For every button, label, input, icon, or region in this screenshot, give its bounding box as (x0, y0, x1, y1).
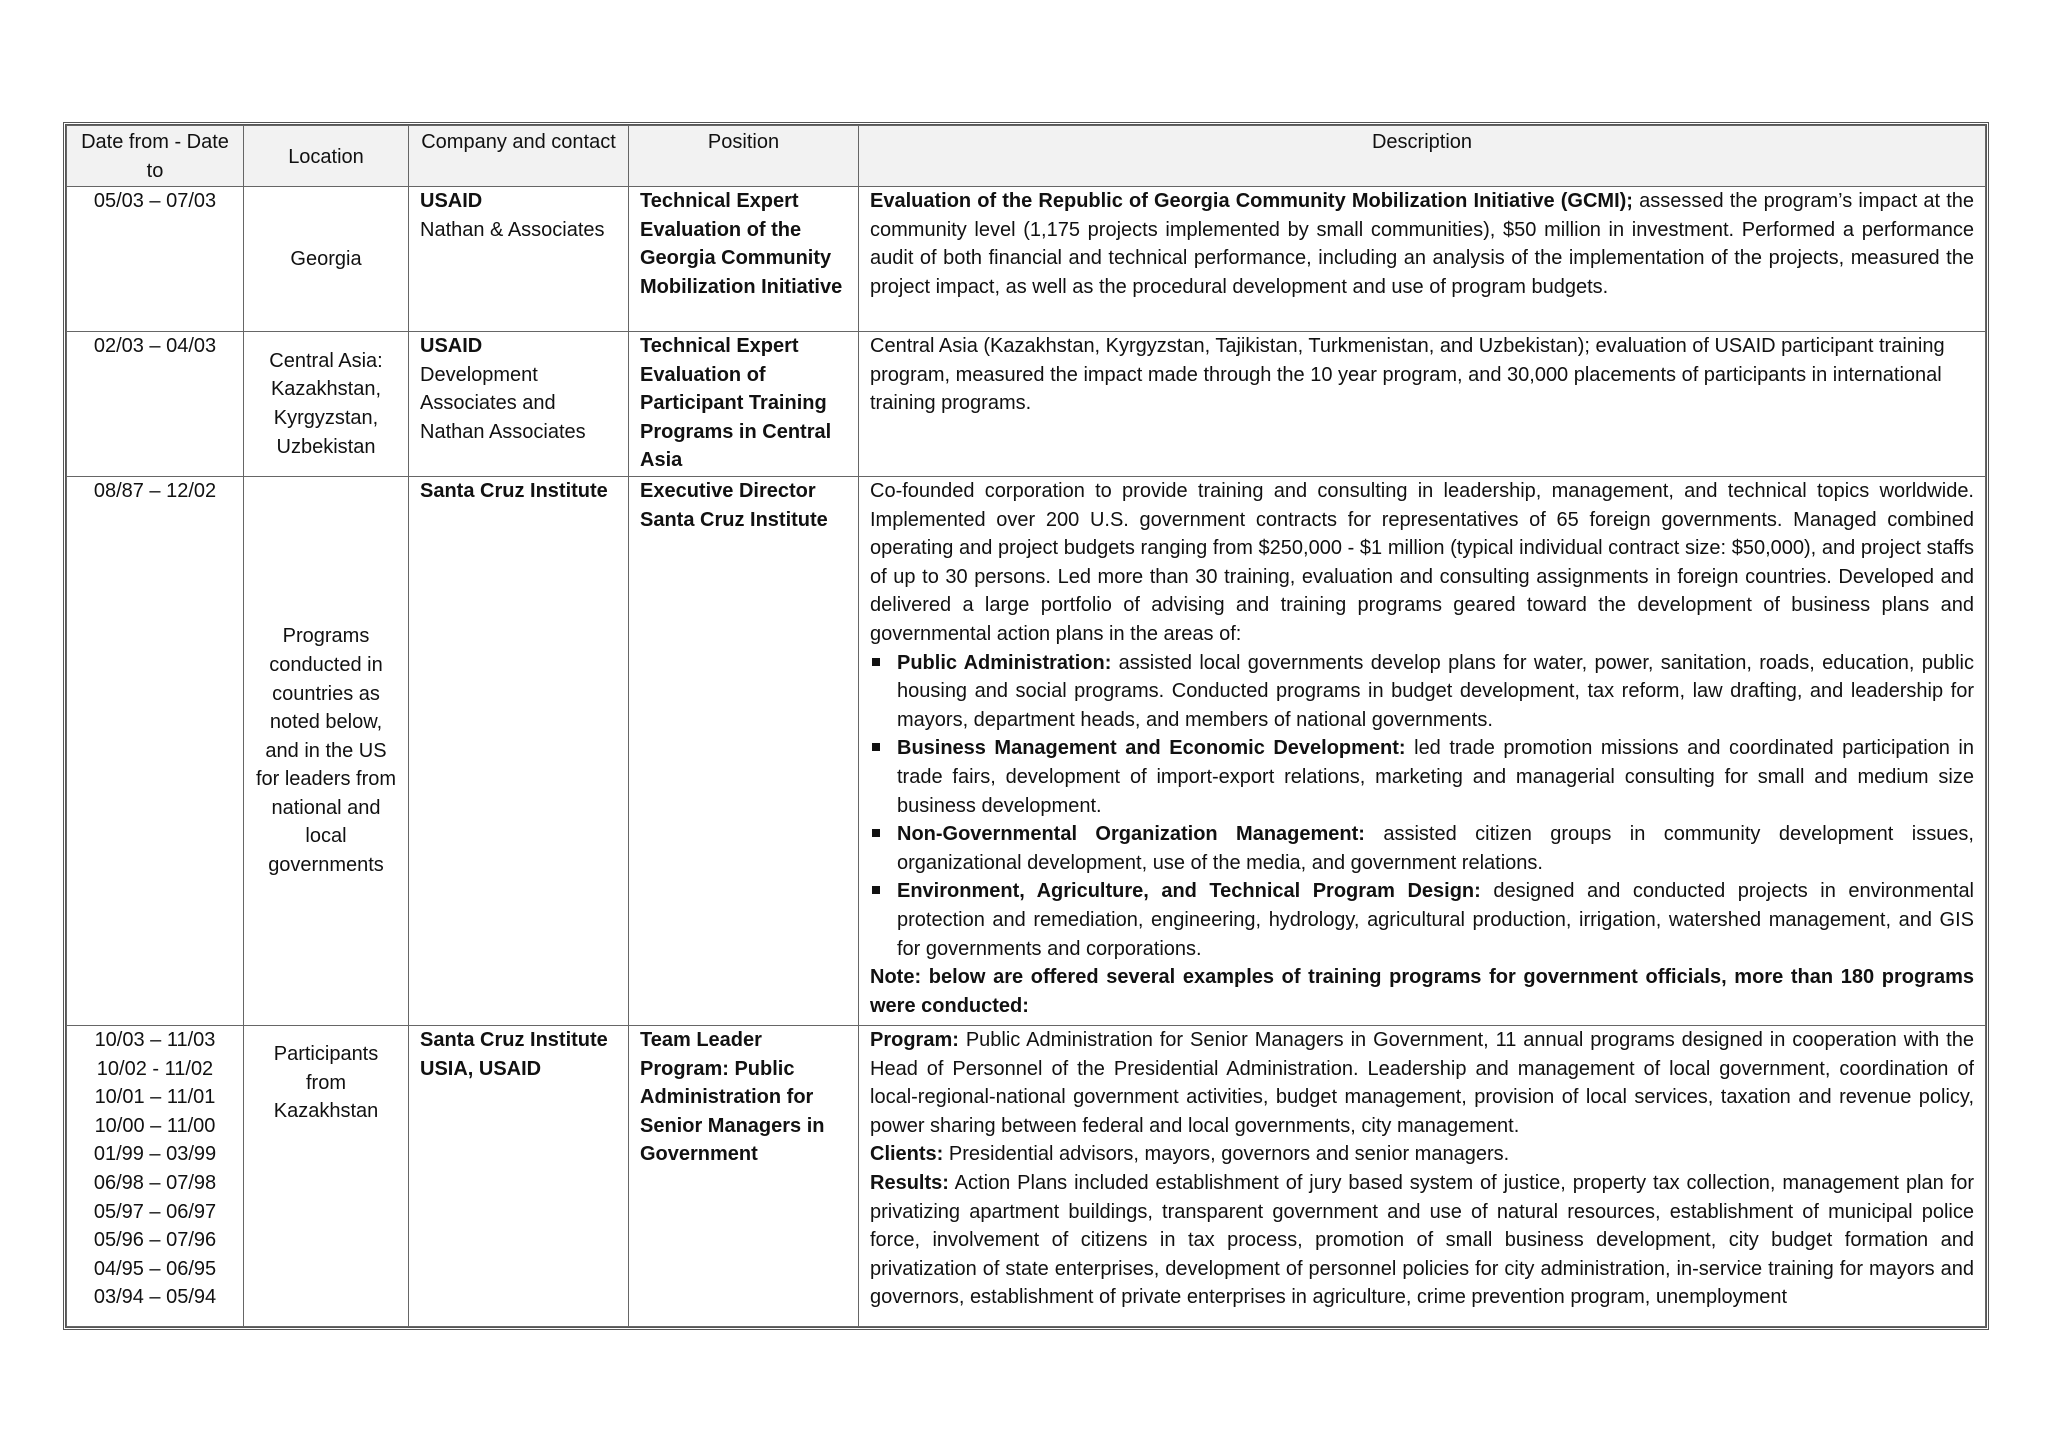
desc-note: Note: below are offered several examples of training programs for government officials, more than 180 programs were conducted: (870, 966, 1974, 1017)
header-position: Position (629, 126, 859, 187)
desc-bold: Evaluation of the Republic of Georgia Community Mobilization Initiative (GCMI); (870, 190, 1633, 212)
bullet-label: Business Management and Economic Development: (897, 737, 1406, 760)
company-contact: Nathan & Associates (420, 218, 605, 241)
experience-table-frame (63, 122, 1989, 1330)
company-contact: Development Associates and Nathan Associates (420, 363, 586, 443)
table-row (67, 187, 1986, 332)
date-range: 10/01 – 11/01 (94, 1086, 216, 1109)
bullet-square-icon (872, 743, 880, 751)
bullet-text: assisted citizen groups in community development issues, organizational development, use of the media, and government relations. (897, 823, 1974, 874)
date-range: 10/00 – 11/00 (94, 1114, 216, 1137)
company-name: USAID (420, 190, 483, 212)
clients-label: Clients: (870, 1143, 944, 1166)
row-date: 08/87 – 12/02 (67, 477, 244, 1026)
row-location: Participants from Kazakhstan (244, 1026, 409, 1327)
row-description (859, 1026, 1986, 1327)
header-description: Description (859, 126, 1986, 187)
row-company: Santa Cruz Institute (409, 477, 629, 1026)
list-item (897, 877, 1974, 963)
bullet-label: Environment, Agriculture, and Technical Program Design: (897, 880, 1481, 903)
row-position: Executive Director Santa Cruz Institute (629, 477, 859, 1026)
bullet-square-icon (872, 829, 880, 837)
row-position: Technical Expert Evaluation of the Georgia Community Mobilization Initiative (629, 187, 859, 332)
table-header-row (67, 126, 1986, 187)
desc-text: assessed the program’s impact at the community level (1,175 projects implemented by small communities), $50 million in investment. Performed a performance audit of both financial and technical performance, including an analysis of the implementation of the projects, measured the project impact, as well as the procedural development and use of program budgets. (870, 190, 1974, 298)
results-label: Results: (870, 1171, 949, 1194)
date-range: 03/94 – 05/94 (93, 1286, 217, 1309)
header-date: Date from - Date to (67, 126, 244, 187)
date-range: 04/95 – 06/95 (93, 1257, 217, 1280)
bullet-square-icon (872, 886, 880, 894)
list-item (897, 734, 1974, 820)
header-company: Company and contact (409, 126, 629, 187)
date-range: 05/96 – 07/96 (93, 1229, 217, 1252)
row-position: Team Leader Program: Public Administration for Senior Managers in Government (629, 1026, 859, 1327)
row-dates (67, 1026, 244, 1327)
bullet-label: Public Administration: (897, 651, 1112, 674)
row-position: Technical Expert Evaluation of Participant Training Programs in Central Asia (629, 332, 859, 477)
row-date: 02/03 – 04/03 (67, 332, 244, 477)
bullet-label: Non-Governmental Organization Management: (897, 823, 1365, 846)
row-company (409, 187, 629, 332)
list-item (897, 820, 1974, 877)
row-company (409, 332, 629, 477)
date-range: 10/03 – 11/03 (94, 1029, 216, 1051)
experience-table (66, 125, 1986, 1327)
row-company (409, 1026, 629, 1327)
bullet-text: assisted local governments develop plans for water, power, sanitation, roads, education, public housing and social programs. Conducted programs in budget development, tax reform, law drafting, and leadership for mayors, department heads, and members of national governments. (897, 651, 1974, 731)
desc-text: Central Asia (Kazakhstan, Kyrgyzstan, Tajikistan, Turkmenistan, and Uzbekistan); evaluation of USAID participant training program, measured the impact made through the 10 year program, and 30,000 placements of participants in international training programs. (870, 335, 1945, 415)
results-text: Action Plans included establishment of jury based system of justice, property tax collection, management plan for privatizing apartment buildings, transparent government and use of natural resources, establishment of municipal police force, involvement of citizens in tax process, promotion of small business development, city budget formation and privatization of state enterprises, development of personnel policies for city administration, in-service training for mayors and governors, establishment of private enterprises in agriculture, crime prevention program, unemployment (870, 1171, 1974, 1309)
bullet-list (870, 649, 1974, 964)
list-item (897, 649, 1974, 735)
company-name: Santa Cruz Institute (420, 1029, 608, 1051)
program-text: Public Administration for Senior Managers in Government, 11 annual programs designed in cooperation with the Head of Personnel of the Presidential Administration. Leadership and management of local government, coordination of local-regional-national government activities, budget management, provision of local services, taxation and revenue policy, power sharing between federal and local governments, city management. (870, 1029, 1974, 1137)
bullet-text: designed and conducted projects in environmental protection and remediation, engineering, hydrology, agricultural production, irrigation, watershed management, and GIS for governments and corporations. (897, 880, 1975, 960)
table-row (67, 477, 1986, 1026)
program-label: Program: (870, 1029, 959, 1051)
row-description (859, 187, 1986, 332)
desc-intro: Co-founded corporation to provide training and consulting in leadership, management, and technical topics worldwide. Implemented over 200 U.S. government contracts for representatives of 65 foreign governments. Managed combined operating and project budgets ranging from $250,000 - $1 million (typical individual contract size: $50,000), and project staffs of up to 30 persons. Led more than 30 training, evaluation and consulting assignments in foreign countries. Developed and delivered a large portfolio of advising and training programs geared toward the development of business plans and governmental action plans in the areas of: (870, 480, 1974, 645)
row-location: Central Asia: Kazakhstan, Kyrgyzstan, Uzbekistan (244, 332, 409, 477)
row-description (859, 332, 1986, 477)
company-contact: USIA, USAID (420, 1057, 542, 1080)
date-range: 01/99 – 03/99 (93, 1143, 217, 1166)
date-range: 06/98 – 07/98 (93, 1171, 217, 1194)
bullet-text: led trade promotion missions and coordinated participation in trade fairs, development of import-export relations, marketing and managerial consulting for small and medium size business development. (897, 737, 1975, 817)
header-location: Location (244, 126, 409, 187)
table-row (67, 332, 1986, 477)
bullet-square-icon (872, 658, 880, 666)
row-location: Programs conducted in countries as noted below, and in the US for leaders from national and local governments (244, 477, 409, 1026)
date-range: 10/02 - 11/02 (96, 1057, 214, 1080)
row-description (859, 477, 1986, 1026)
clients-text: Presidential advisors, mayors, governors and senior managers. (943, 1143, 1510, 1166)
row-date: 05/03 – 07/03 (67, 187, 244, 332)
company-name: USAID (420, 335, 483, 357)
row-location: Georgia (244, 187, 409, 332)
date-range: 05/97 – 06/97 (93, 1200, 217, 1223)
table-row (67, 1026, 1986, 1327)
